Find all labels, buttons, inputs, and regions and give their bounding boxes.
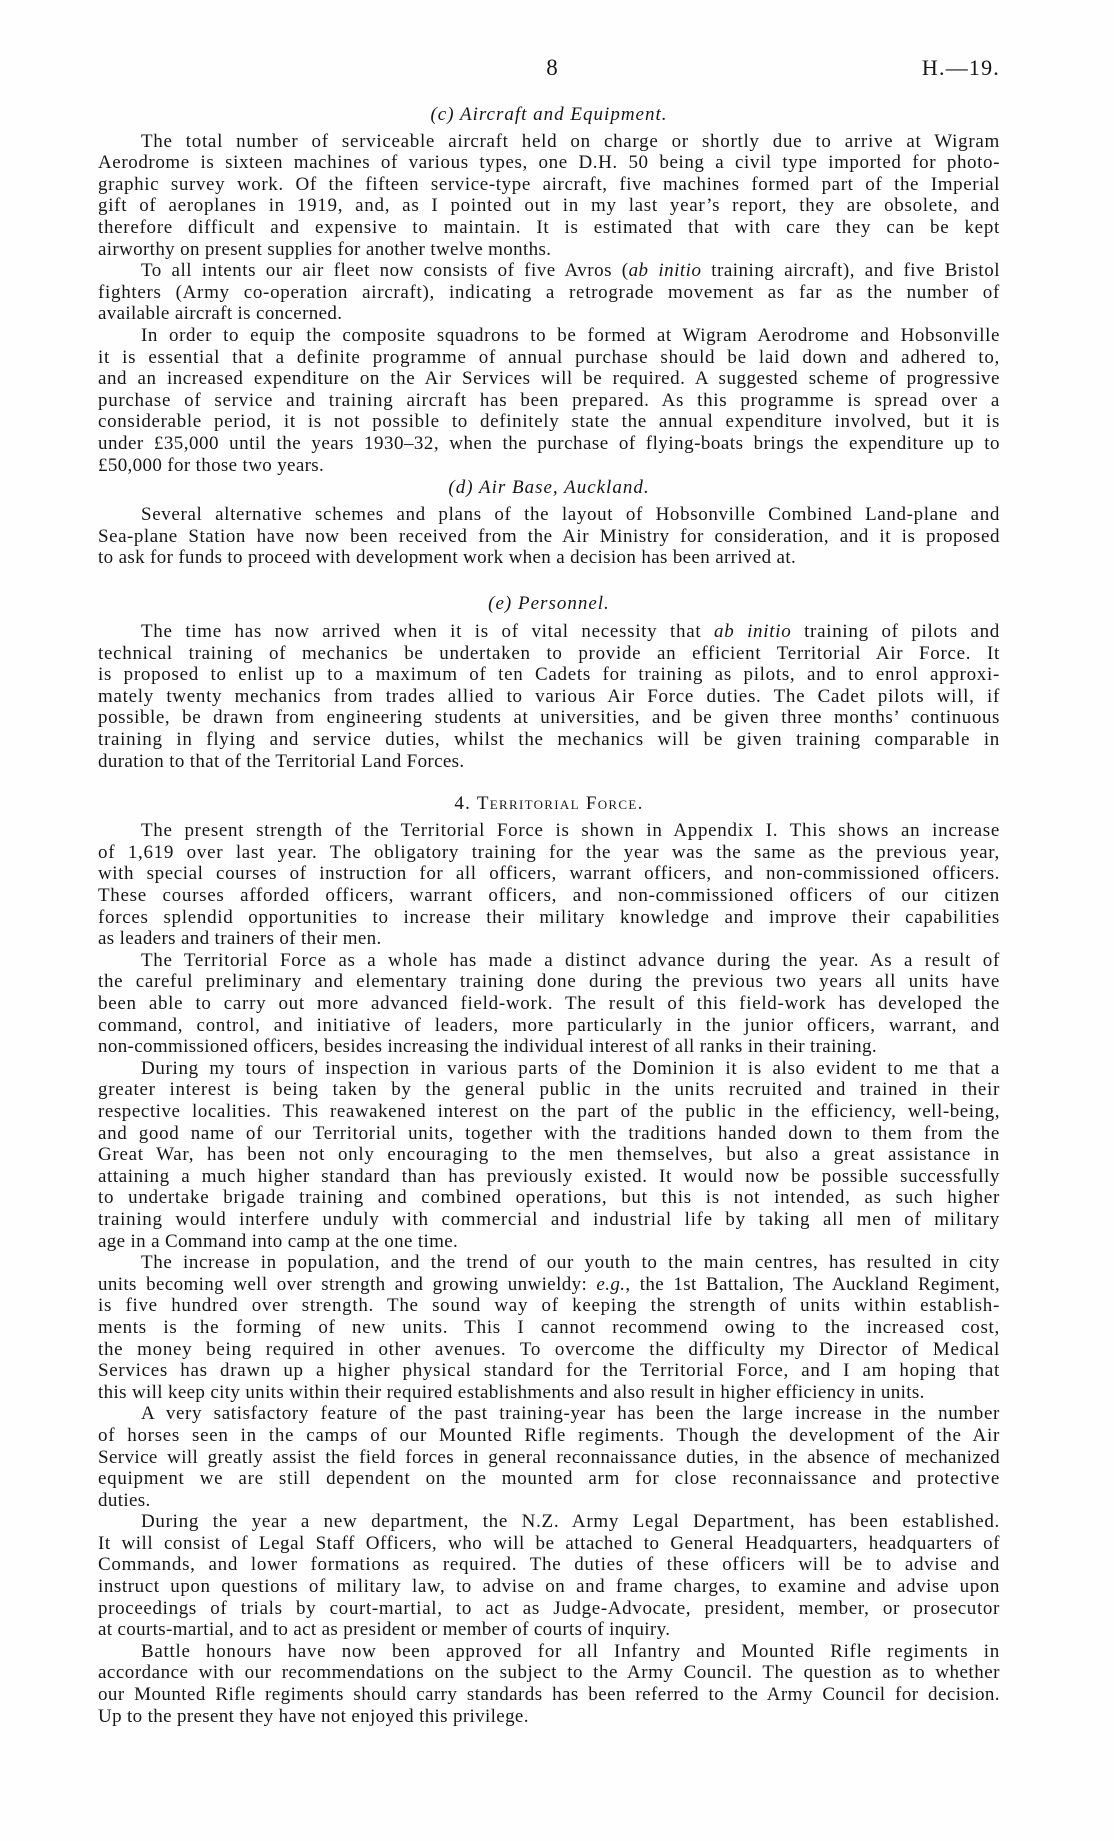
text-line <box>98 1209 1000 1231</box>
text-segment: and good name of our Territorial units, together with the traditions handed down to them from the <box>98 1122 1000 1144</box>
text-segment: this will keep city units within their required establishments and also result in higher efficiency in units. <box>98 1381 925 1403</box>
text-line <box>98 526 1000 548</box>
text-line <box>98 368 1000 390</box>
text-segment: command, control, and initiative of leaders, more particularly in the junior officers, warrant, and <box>98 1014 1000 1036</box>
text-line <box>98 1339 1000 1361</box>
text-segment: instruct upon questions of military law, to advise on and frame charges, to examine and advise upon <box>98 1576 1000 1598</box>
text-line <box>98 907 1000 929</box>
text-segment: as leaders and trainers of their men. <box>98 928 382 950</box>
text-segment: non-commissioned officers, besides increasing the individual interest of all ranks in their training. <box>98 1036 877 1058</box>
section-heading: (c) Aircraft and Equipment. <box>430 103 668 125</box>
text-line <box>98 1490 1000 1512</box>
text-segment: Great War, has been not only encouraging to the men themselves, but also a great assistance in <box>98 1144 1000 1166</box>
text-segment: Sea-plane Station have now been received from the Air Ministry for consideration, and it is proposed <box>98 525 1000 547</box>
text-segment: available aircraft is concerned. <box>98 303 343 325</box>
text-line <box>98 347 1000 369</box>
section-body <box>98 621 1000 772</box>
text-line <box>98 1036 1000 1058</box>
text-line <box>141 621 1000 643</box>
text-segment: attaining a much higher standard than has previously existed. It would now be possible successfully <box>98 1165 1000 1187</box>
text-segment: Several alternative schemes and plans of the layout of Hobsonville Combined Land-plane and <box>141 504 1000 526</box>
text-line <box>98 1684 1000 1706</box>
text-segment: fighters (Army co-operation aircraft), indicating a retrograde movement as far as the number of <box>98 281 1000 303</box>
section-heading: 4. Territorial Force. <box>454 793 644 815</box>
text-line <box>98 1598 1000 1620</box>
text-segment: greater interest is being taken by the general public in the units recruited and trained in their <box>98 1079 1000 1101</box>
text-line <box>98 1101 1000 1123</box>
text-segment: training of pilots and <box>791 621 1000 642</box>
text-line <box>98 1123 1000 1145</box>
text-line <box>141 260 1000 282</box>
text-segment: of horses seen in the camps of our Mounted Rifle regiments. Though the development of the Air <box>98 1424 1000 1446</box>
text-segment: units becoming well over strength and growing unwieldy: <box>98 1273 597 1295</box>
text-line <box>98 928 1000 950</box>
text-segment: the money being required in other avenues. To overcome the difficulty my Director of Medical <box>98 1338 1000 1360</box>
text-line <box>98 433 1000 455</box>
text-segment: During the year a new department, the N.Z. Army Legal Department, has been established. <box>141 1511 1000 1533</box>
text-line <box>141 504 1000 526</box>
text-line <box>98 686 1000 708</box>
text-segment: accordance with our recommendations on the subject to the Army Council. The question as to whether <box>98 1662 1000 1684</box>
text-line <box>98 751 1000 773</box>
text-segment: £50,000 for those two years. <box>98 454 325 476</box>
text-line <box>141 1511 1000 1533</box>
text-line <box>98 664 1000 686</box>
text-segment: airworthy on present supplies for another twelve months. <box>98 238 552 260</box>
paragraph <box>98 1641 1000 1727</box>
text-line <box>141 131 1000 153</box>
text-segment: it is essential that a definite programme of annual purchase should be laid down and adhered to, <box>98 346 1000 368</box>
text-segment: gift of aeroplanes in 1919, and, as I pointed out in my last year’s report, they are obsolete, and <box>98 195 1000 217</box>
section-heading: (e) Personnel. <box>488 592 610 614</box>
text-line <box>98 1231 1000 1253</box>
text-line <box>98 217 1000 239</box>
text-line <box>98 1015 1000 1037</box>
text-segment: forces splendid opportunities to increase their military knowledge and improve their capabilities <box>98 906 1000 928</box>
text-segment: It will consist of Legal Staff Officers, who will be attached to General Headquarters, headquarters of <box>98 1532 1000 1554</box>
text-segment: training aircraft), and five Bristol <box>701 260 1000 282</box>
text-segment: These courses afforded officers, warrant officers, and non-commissioned officers of our citizen <box>98 885 1000 907</box>
text-segment: age in a Command into camp at the one time. <box>98 1230 459 1252</box>
text-line <box>98 729 1000 751</box>
text-line <box>98 1468 1000 1490</box>
text-line <box>98 1360 1000 1382</box>
text-line <box>98 707 1000 729</box>
text-line <box>98 174 1000 196</box>
text-line <box>98 1079 1000 1101</box>
section-body <box>98 820 1000 1727</box>
italic-text: ab initio <box>714 621 792 642</box>
text-line <box>98 1274 1000 1296</box>
text-segment: with special courses of instruction for all officers, warrant officers, and non-commissioned officers. <box>98 863 1000 885</box>
section-heading: (d) Air Base, Auckland. <box>448 477 650 499</box>
text-segment: The present strength of the Territorial Force is shown in Appendix I. This shows an increase <box>141 820 1000 842</box>
paragraph <box>98 325 1000 476</box>
text-line <box>98 993 1000 1015</box>
text-segment: is five hundred over strength. The sound way of keeping the strength of units within establish- <box>98 1295 1000 1317</box>
text-line <box>98 1382 1000 1404</box>
section-body <box>98 504 1000 569</box>
text-segment: Commands, and lower formations as required. The duties of these officers will be to advise and <box>98 1554 1000 1576</box>
text-line <box>98 1576 1000 1598</box>
text-line <box>98 1706 1000 1728</box>
text-line <box>98 411 1000 433</box>
text-line <box>98 863 1000 885</box>
paragraph <box>98 950 1000 1058</box>
text-segment: therefore difficult and expensive to maintain. It is estimated that with care they can be kept <box>98 217 1000 239</box>
text-segment: to ask for funds to proceed with development work when a decision has been arrived at. <box>98 547 797 569</box>
text-line <box>98 1425 1000 1447</box>
text-line <box>141 1403 1000 1425</box>
text-line <box>98 643 1000 665</box>
page-number: 8 <box>546 55 558 80</box>
text-line <box>141 1058 1000 1080</box>
document-code: H.—19. <box>921 55 1000 80</box>
paragraph <box>98 131 1000 261</box>
text-segment: at courts-martial, and to act as president or member of courts of inquiry. <box>98 1619 671 1641</box>
text-line <box>98 390 1000 412</box>
text-segment: To all intents our air fleet now consists of five Avros ( <box>141 260 629 282</box>
text-line <box>98 1619 1000 1641</box>
text-line <box>98 282 1000 304</box>
text-segment: graphic survey work. Of the fifteen service-type aircraft, five machines formed part of the Imperial <box>98 173 1000 195</box>
text-segment: considerable period, it is not possible to definitely state the annual expenditure involved, but it is <box>98 411 1000 433</box>
text-segment: and an increased expenditure on the Air Services will be required. A suggested scheme of progressive <box>98 368 1000 390</box>
paragraph <box>98 820 1000 950</box>
text-segment: Service will greatly assist the field forces in general reconnaissance duties, in the absence of mechanized <box>98 1446 1000 1468</box>
text-line <box>98 1166 1000 1188</box>
text-segment: under £35,000 until the years 1930–32, when the purchase of flying-boats brings the expenditure up to <box>98 433 1000 454</box>
text-segment: ments is the forming of new units. This I cannot recommend owing to the increased cost, <box>98 1316 1000 1338</box>
section-body <box>98 131 1000 477</box>
text-segment: training in flying and service duties, whilst the mechanics will be given training comparable in <box>98 728 1000 750</box>
text-line <box>98 1447 1000 1469</box>
paragraph <box>98 621 1000 772</box>
text-segment: mately twenty mechanics from trades allied to various Air Force duties. The Cadet pilots will, if <box>98 685 1000 707</box>
text-line <box>98 1317 1000 1339</box>
text-line <box>141 820 1000 842</box>
text-line <box>98 195 1000 217</box>
text-line <box>98 152 1000 174</box>
paragraph <box>98 1058 1000 1252</box>
text-segment: been able to carry out more advanced field-work. The result of this field-work has developed the <box>98 993 1000 1015</box>
text-line <box>98 971 1000 993</box>
text-segment: The increase in population, and the trend of our youth to the main centres, has resulted in city <box>141 1252 1000 1274</box>
text-segment: of 1,619 over last year. The obligatory training for the year was the same as the previous year, <box>98 841 1000 863</box>
text-line <box>98 547 1000 569</box>
text-segment: is proposed to enlist up to a maximum of ten Cadets for training as pilots, and to enrol approxi- <box>98 664 1000 686</box>
text-segment: duties. <box>98 1489 151 1511</box>
text-segment: The Territorial Force as a whole has made a distinct advance during the year. As a result of <box>141 949 1000 971</box>
text-segment: The time has now arrived when it is of vital necessity that <box>141 621 714 642</box>
text-line <box>141 1252 1000 1274</box>
text-segment: During my tours of inspection in various parts of the Dominion it is also evident to me that a <box>141 1057 1000 1079</box>
text-segment: The total number of serviceable aircraft held on charge or shortly due to arrive at Wigram <box>141 130 1000 152</box>
text-line <box>98 1187 1000 1209</box>
paragraph <box>98 504 1000 569</box>
text-segment: Services has drawn up a higher physical standard for the Territorial Force, and I am hoping that <box>98 1360 1000 1382</box>
text-line <box>98 455 1000 477</box>
text-segment: , the 1st Battalion, The Auckland Regiment, <box>625 1273 1000 1295</box>
text-line <box>98 885 1000 907</box>
text-segment: duration to that of the Territorial Land Forces. <box>98 750 465 772</box>
text-line <box>98 303 1000 325</box>
text-segment: Aerodrome is sixteen machines of various types, one D.H. 50 being a civil type imported for photo- <box>98 152 1000 174</box>
text-line <box>98 1533 1000 1555</box>
text-segment: A very satisfactory feature of the past training-year has been the large increase in the number <box>141 1403 1000 1425</box>
text-segment: In order to equip the composite squadrons to be formed at Wigram Aerodrome and Hobsonville <box>141 325 1000 347</box>
text-segment: training would interfere unduly with commercial and industrial life by taking all men of military <box>98 1208 1000 1230</box>
text-line <box>98 1662 1000 1684</box>
paragraph <box>98 260 1000 325</box>
text-segment: proceedings of trials by court-martial, to act as Judge-Advocate, president, member, or prosecutor <box>98 1597 1000 1619</box>
text-line <box>98 239 1000 261</box>
text-segment: to undertake brigade training and combined operations, but this is not intended, as such higher <box>98 1187 1000 1209</box>
paragraph <box>98 1511 1000 1641</box>
text-segment: technical training of mechanics be undertaken to provide an efficient Territorial Air Force. It <box>98 642 1000 664</box>
text-segment: our Mounted Rifle regiments should carry standards has been referred to the Army Council for decision. <box>98 1684 1000 1706</box>
text-line <box>98 1554 1000 1576</box>
text-line <box>141 950 1000 972</box>
text-line <box>98 842 1000 864</box>
text-segment: possible, be drawn from engineering students at universities, and be given three months’ continuous <box>98 707 1000 729</box>
text-line <box>141 325 1000 347</box>
text-segment: purchase of service and training aircraft has been prepared. As this programme is spread over a <box>98 389 1000 411</box>
text-line <box>98 1295 1000 1317</box>
italic-text: ab initio <box>628 260 702 282</box>
text-line <box>98 1144 1000 1166</box>
text-line <box>141 1641 1000 1663</box>
paragraph <box>98 1403 1000 1511</box>
paragraph <box>98 1252 1000 1403</box>
italic-text: e.g. <box>596 1273 626 1295</box>
text-segment: Up to the present they have not enjoyed this privilege. <box>98 1705 529 1727</box>
text-segment: respective localities. This reawakened interest on the part of the public in the efficiency, well-being, <box>98 1101 1000 1123</box>
text-segment: the careful preliminary and elementary training done during the previous two years all units have <box>98 971 1000 993</box>
text-segment: Battle honours have now been approved for all Infantry and Mounted Rifle regiments in <box>141 1640 1000 1662</box>
text-segment: equipment we are still dependent on the mounted arm for close reconnaissance and protective <box>98 1468 1000 1490</box>
